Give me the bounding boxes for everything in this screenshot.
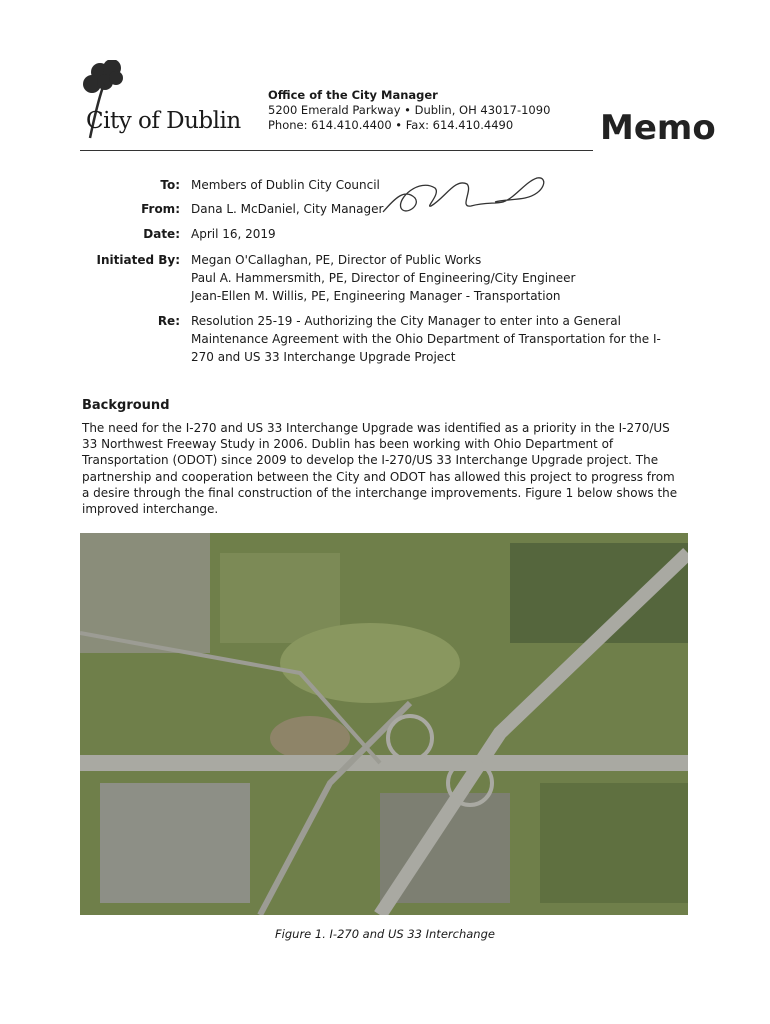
background-paragraph — [82, 420, 692, 517]
paragraph-line: 33 Northwest Freeway Study in 2006. Dublin has been working with Ohio Department of — [82, 437, 614, 452]
paragraph-line: Transportation (ODOT) since 2009 to develop the I-270/US 33 Interchange Upgrade project. The — [82, 453, 659, 468]
to-value: Members of Dublin City Council — [191, 178, 380, 192]
from-value: Dana L. McDaniel, City Manager — [191, 202, 384, 216]
paragraph-line: a desire through the final construction of the interchange improvements. Figure 1 below shows the — [82, 485, 678, 500]
from-label: From: — [141, 202, 180, 216]
re-line: 270 and US 33 Interchange Upgrade Project — [191, 350, 456, 364]
initiated-line: Megan O'Callaghan, PE, Director of Public Works — [191, 253, 482, 267]
re-label: Re: — [157, 314, 180, 328]
memo-label: Memo — [600, 108, 716, 148]
logo-wordmark: City of Dublin — [86, 108, 241, 134]
aerial-photo — [80, 533, 688, 915]
initiated-label: Initiated By: — [96, 253, 180, 267]
re-line: Maintenance Agreement with the Ohio Department of Transportation for the I- — [191, 332, 661, 346]
header-rule — [80, 150, 593, 151]
office-phone: Phone: 614.410.4400 • Fax: 614.410.4490 — [268, 118, 514, 132]
paragraph-line: The need for the I-270 and US 33 Interchange Upgrade was identified as a priority in the I-270/US — [82, 421, 670, 435]
section-heading: Background — [82, 398, 170, 413]
figure-caption: Figure 1. I-270 and US 33 Interchange — [275, 927, 495, 941]
office-title: Office of the City Manager — [268, 88, 438, 102]
initiated-line: Jean-Ellen M. Willis, PE, Engineering Manager - Transportation — [191, 289, 561, 303]
date-value: April 16, 2019 — [191, 227, 276, 241]
office-address: 5200 Emerald Parkway • Dublin, OH 43017-1090 — [268, 103, 551, 117]
initiated-line: Paul A. Hammersmith, PE, Director of Engineering/City Engineer — [191, 271, 576, 285]
paragraph-line: partnership and cooperation between the City and ODOT has allowed this project to progress from — [82, 469, 675, 484]
date-label: Date: — [143, 227, 180, 241]
signature-mark — [375, 168, 555, 228]
re-line: Resolution 25-19 - Authorizing the City Manager to enter into a General — [191, 314, 621, 328]
paragraph-line: improved interchange. — [82, 502, 219, 517]
to-label: To: — [160, 178, 180, 192]
office-info — [268, 88, 550, 133]
